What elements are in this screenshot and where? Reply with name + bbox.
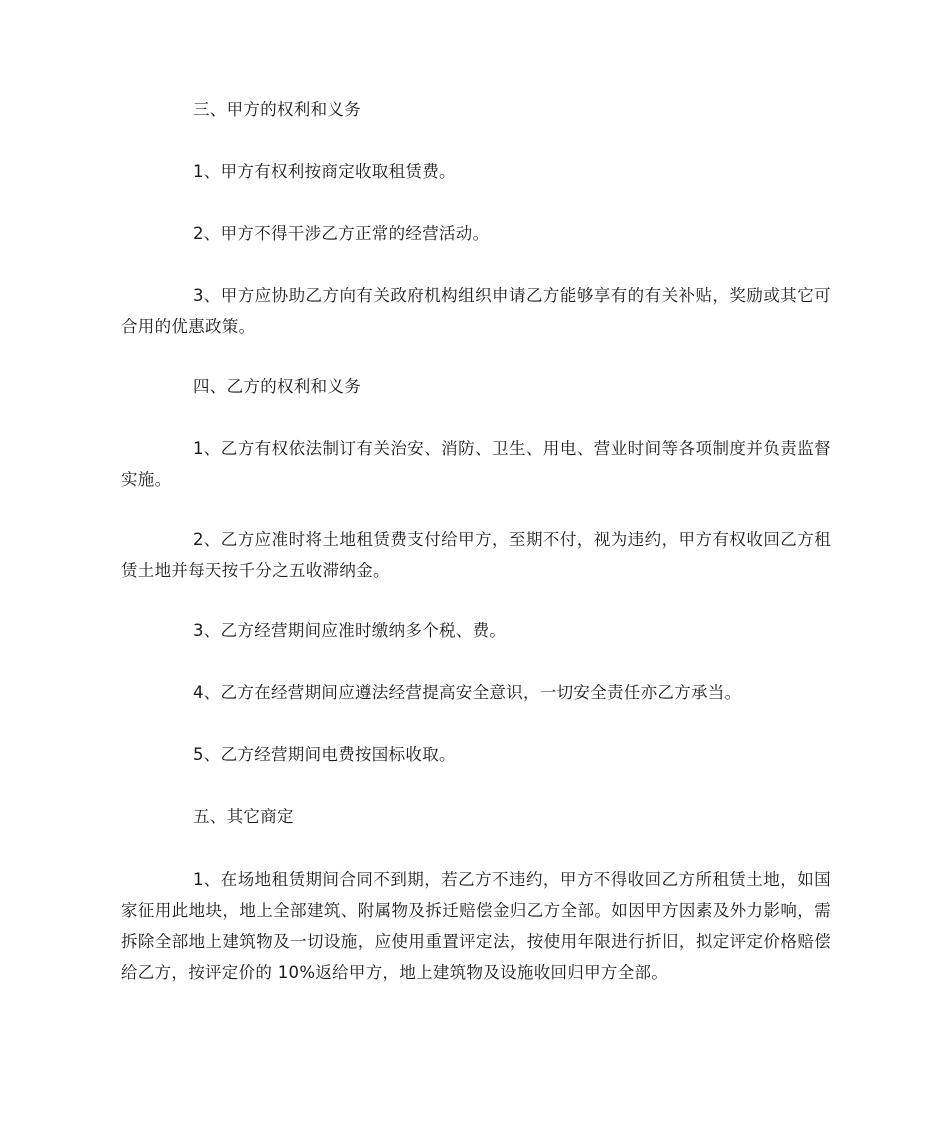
clause-text: 甲方应协助乙方向有关政府机构组织申请乙方能够享有的有关补贴，奖励或其它可合用的优惠政策。 [121, 286, 831, 336]
section-number: 四、 [193, 377, 227, 396]
clause-text: 乙方在经营期间应遵法经营提高安全意识，一切安全责任亦乙方承当。 [220, 683, 742, 702]
section-heading-party-a-rights [121, 94, 831, 125]
clause-text: 乙方经营期间电费按国标收取。 [220, 745, 456, 764]
section-title: 乙方的权利和义务 [226, 377, 362, 396]
clause-number: 2、 [193, 224, 221, 243]
clause-number: 1、 [193, 870, 221, 889]
clause-b-2 [121, 524, 831, 586]
clause-number: 3、 [193, 286, 221, 305]
clause-number: 3、 [193, 621, 221, 640]
clause-text: 在场地租赁期间合同不到期，若乙方不违约，甲方不得收回乙方所租赁土地，如国家征用此地块，地上全部建筑、附属物及拆迁赔偿金归乙方全部。如因甲方因素及外力影响，需拆除全部地上建筑物及一切设施，应使用重置评定法，按使用年限进行折旧，拟定评定价格赔偿给乙方，按评定价的 10%返给甲方，地上建筑物及设施收回归甲方全部。 [121, 870, 831, 982]
clause-b-5 [121, 739, 831, 770]
clause-text: 乙方应准时将土地租赁费支付给甲方，至期不付，视为违约，甲方有权收回乙方租赁土地并每天按千分之五收滞纳金。 [121, 530, 831, 580]
clause-a-3 [121, 280, 831, 342]
clause-text: 乙方经营期间应准时缴纳多个税、费。 [220, 621, 507, 640]
clause-b-3 [121, 615, 831, 646]
section-title: 其它商定 [226, 807, 294, 826]
clause-text: 甲方不得干涉乙方正常的经营活动。 [220, 224, 490, 243]
clause-number: 1、 [193, 439, 221, 458]
clause-b-1 [121, 433, 831, 495]
section-heading-other-terms [121, 801, 831, 832]
section-title: 甲方的权利和义务 [226, 100, 362, 119]
clause-number: 5、 [193, 745, 221, 764]
clause-text: 甲方有权利按商定收取租赁费。 [220, 162, 456, 181]
section-number: 三、 [193, 100, 227, 119]
clause-b-4 [121, 677, 831, 708]
section-heading-party-b-rights [121, 371, 831, 402]
clause-number: 2、 [193, 530, 221, 549]
clause-number: 1、 [193, 162, 221, 181]
clause-number: 4、 [193, 683, 221, 702]
clause-a-2 [121, 218, 831, 249]
clause-c-1 [121, 864, 831, 988]
clause-text: 乙方有权依法制订有关治安、消防、卫生、用电、营业时间等各项制度并负责监督实施。 [121, 439, 831, 489]
section-number: 五、 [193, 807, 227, 826]
clause-a-1 [121, 156, 831, 187]
